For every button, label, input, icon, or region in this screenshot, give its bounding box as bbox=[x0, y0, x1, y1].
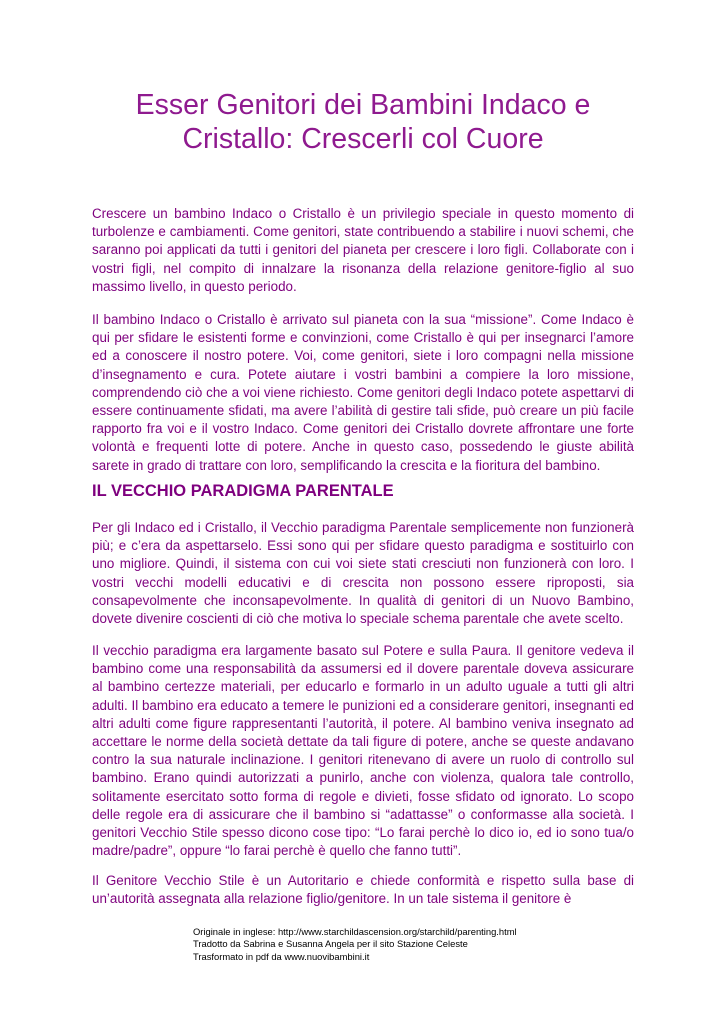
section-paragraph-3: Il Genitore Vecchio Stile è un Autoritario e chiede conformità e rispetto sulla base di un’autorità assegnata alla relazione figlio/genitore. In un tale sistema il genitore è bbox=[92, 873, 634, 907]
document-title: Esser Genitori dei Bambini Indaco e Cristallo: Crescerli col Cuore bbox=[135, 89, 591, 155]
intro-paragraph-1: Crescere un bambino Indaco o Cristallo è un privilegio speciale in questo momento di turbolenze e cambiamenti. Come genitori, state contribuendo a stabilire i nuovi schemi, che saranno poi applicati da tutti i genitori del pianeta per crescere i loro figli. Collaborate con i vostri figli, nel compito di innalzare la risonanza della relazione genitore-figlio al suo massimo livello, in questo periodo. bbox=[92, 206, 634, 294]
section-paragraph-2: Il vecchio paradigma era largamente basato sul Potere e sulla Paura. Il genitore vedeva il bambino come una responsabilità da assumersi ed il dovere parentale doveva assicurare al bambino certezze materiali, per educarlo e formarlo in un adulto uguale a tutti gli altri adulti. Il bambino era educato a temere le punizioni ed a considerare genitori, insegnanti ed altri adulti come figure rappresentanti l’autorità, il potere. Al bambino veniva insegnato ad accettare le norme della società dettate da tali figure di potere, anche se queste andavano contro la sua naturale inclinazione. I genitori ritenevano di avere un ruolo di controllo sul bambino. Erano quindi autorizzati a punirlo, anche con violenza, qualora tale controllo, solitamente esercitato sotto forma di regole e divieti, fosse sfidato od ignorato. Lo scopo delle regole era di assicurare che il bambino si “adattasse” o conformasse alla società. I genitori Vecchio Stile spesso dicono cose tipo: “Lo farai perchè lo dico io, ed io sono tua/o madre/padre”, oppure “lo farai perchè è quello che fanno tutti”. bbox=[92, 643, 634, 859]
footer-translation-credit: Tradotto da Sabrina e Susanna Angela per il sito Stazione Celeste bbox=[193, 938, 468, 950]
section-heading: IL VECCHIO PARADIGMA PARENTALE bbox=[92, 482, 394, 500]
intro-paragraph-2: Il bambino Indaco o Cristallo è arrivato sul pianeta con la sua “missione”. Come Indaco è qui per sfidare le esistenti forme e convinzioni, come Cristallo è qui per insegnarci l’amore ed a conoscere il nostro potere. Voi, come genitori, siete i loro compagni nella missione d’insegnamento e cura. Potete aiutare i vostri bambini a compiere la loro missione, comprendendo ciò che a voi viene richiesto. Come genitori degli Indaco potete aspettarvi di essere continuamente sfidati, ma avere l’abilità di gestire tali sfide, può creare un più facile rapporto fra voi e il vostro Indaco. Come genitori dei Cristallo dovrete affrontare une forte volontà e frequenti lotte di potere. Anche in questo caso, possedendo le giuste abilità sarete in grado di trattare con loro, semplificando la crescita e la fioritura del bambino. bbox=[92, 312, 634, 473]
section-paragraph-1: Per gli Indaco ed i Cristallo, il Vecchio paradigma Parentale semplicemente non funzionerà più; e c’era da aspettarselo. Essi sono qui per sfidare questo paradigma e sostituirlo con uno migliore. Quindi, il sistema con cui voi siete stati cresciuti non funzionerà con loro. I vostri vecchi modelli educativi e di crescita non possono essere riproposti, sia consapevolmente che inconsapevolmente. In qualità di genitori di un Nuovo Bambino, dovete divenire coscienti di ciò che motiva lo speciale schema parentale che avete scelto. bbox=[92, 520, 634, 627]
page-footer bbox=[193, 926, 633, 963]
footer-pdf-credit: Trasformato in pdf da www.nuovibambini.it bbox=[193, 950, 370, 962]
footer-original-link: Originale in inglese: http://www.starchildascension.org/starchild/parenting.html bbox=[193, 926, 517, 937]
